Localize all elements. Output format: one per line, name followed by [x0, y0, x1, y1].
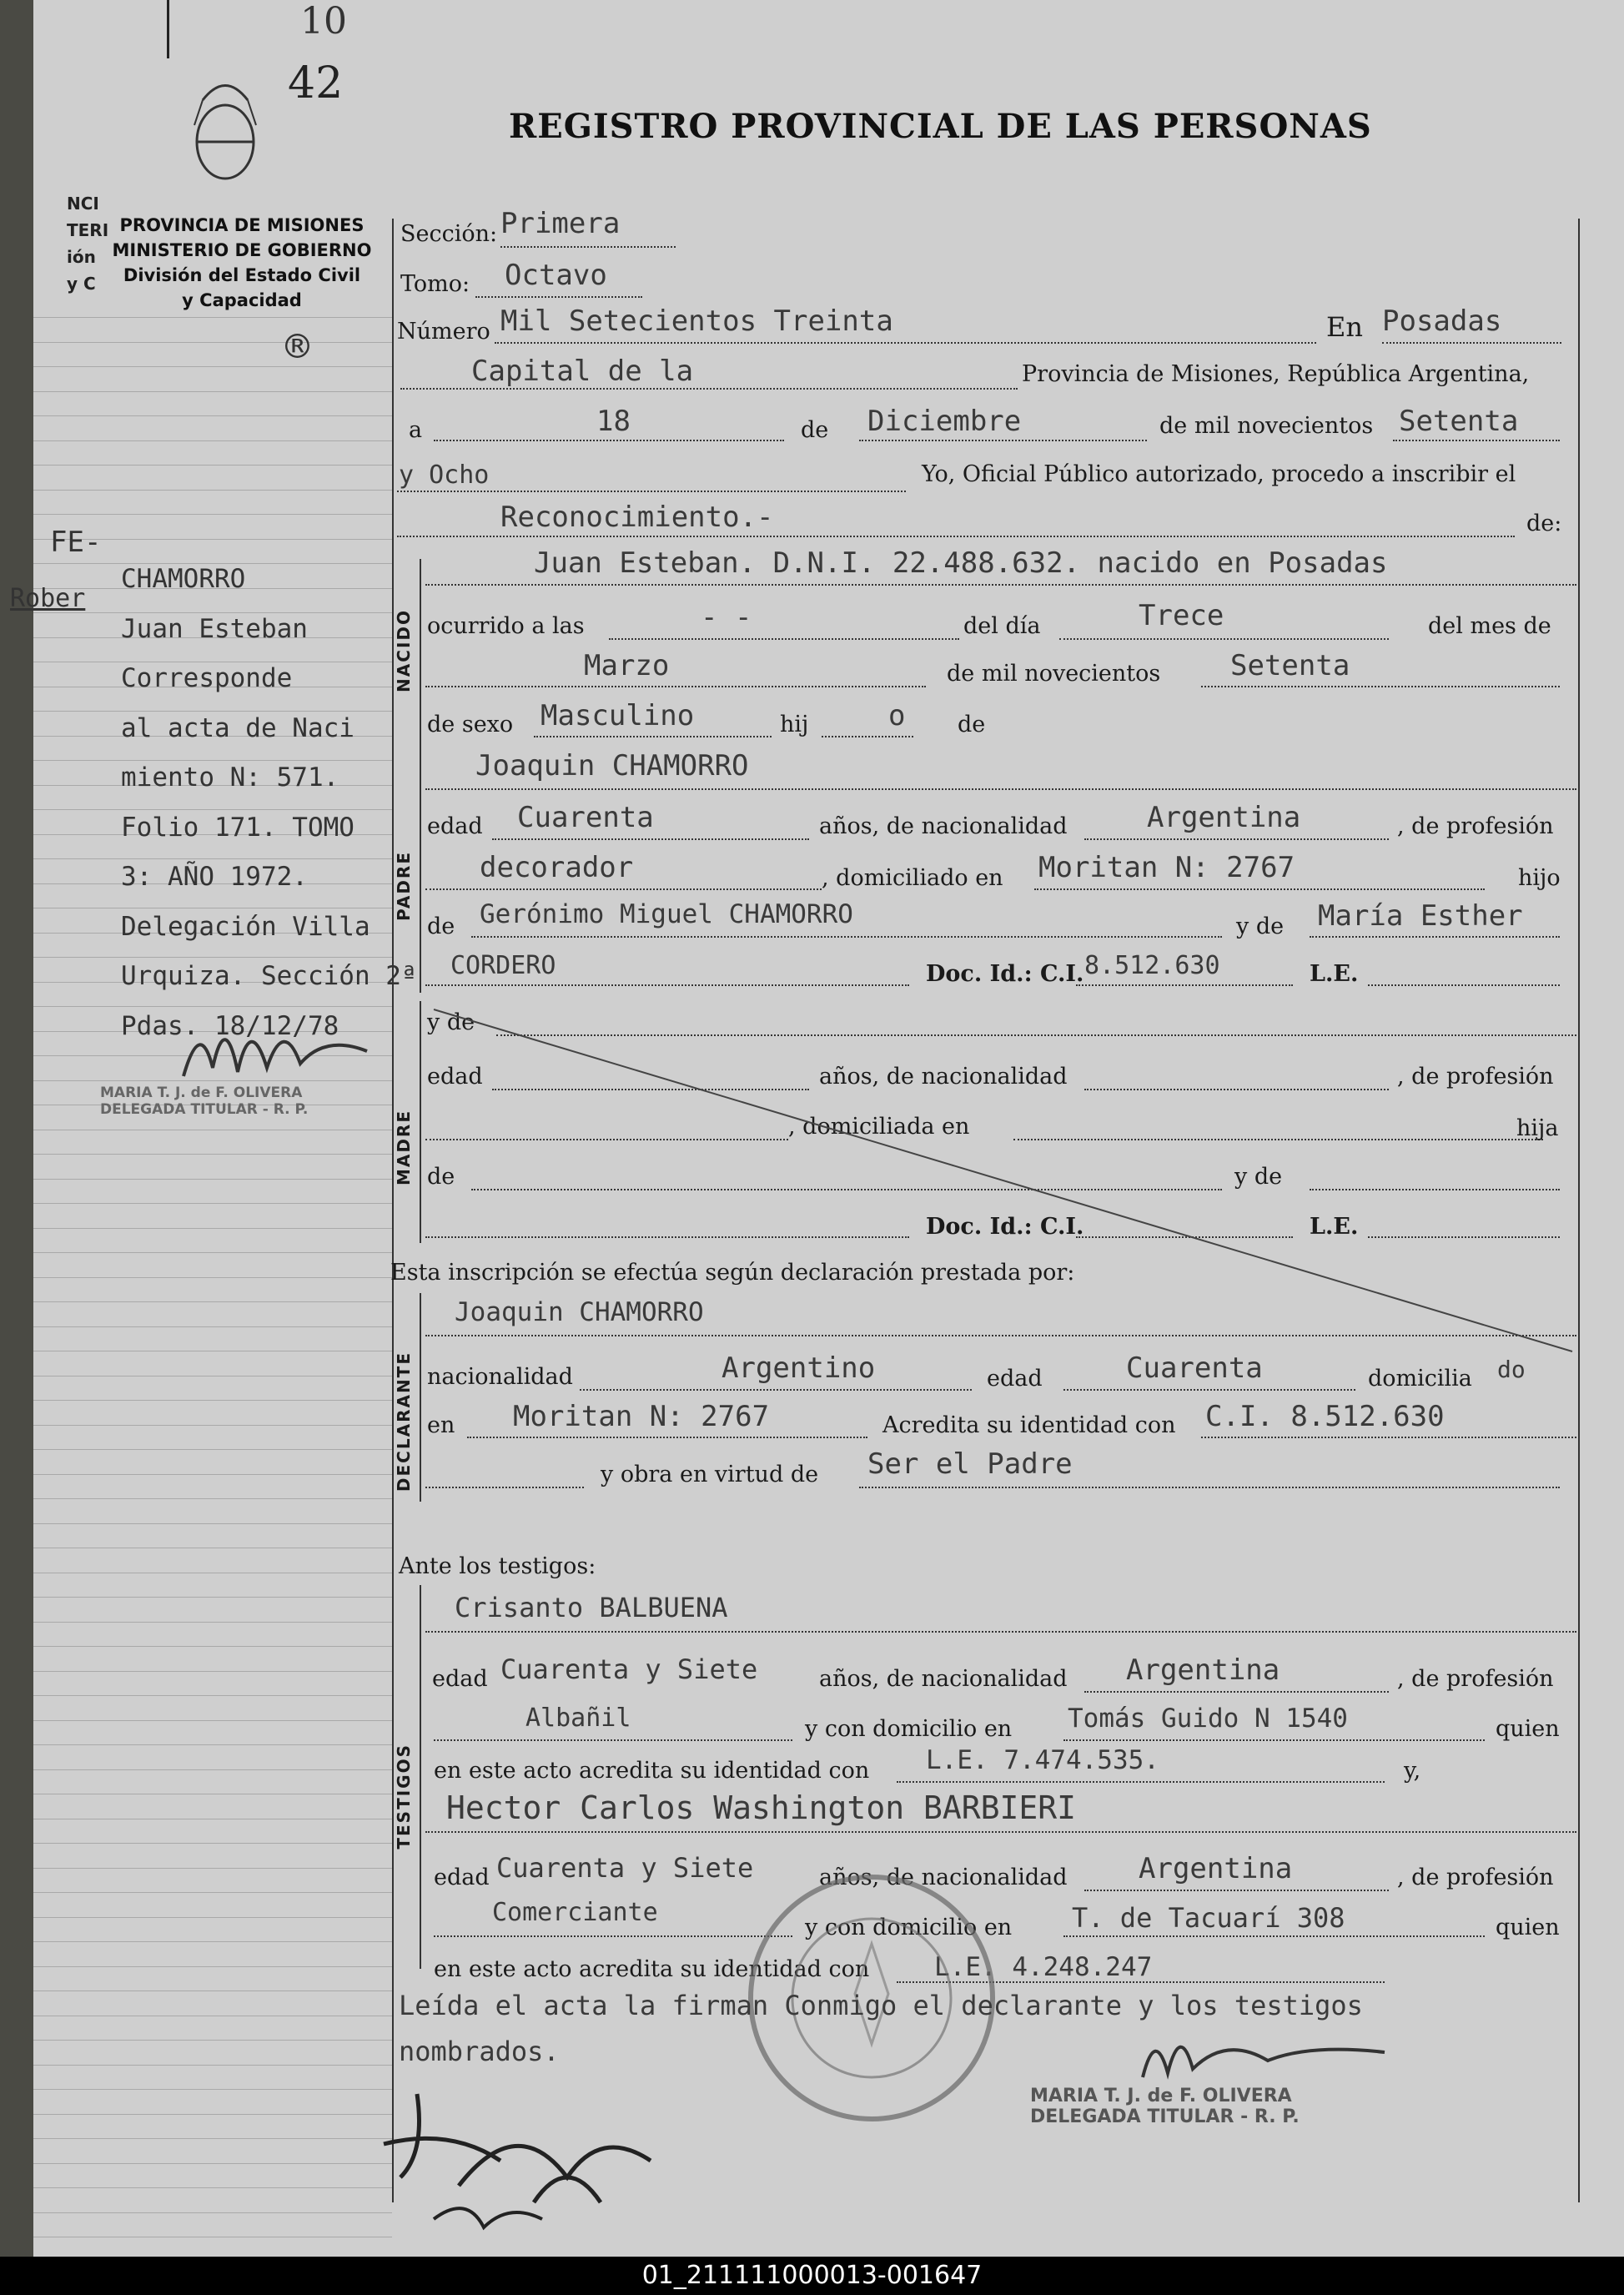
decl-dom-value: Moritan N: 2767 [513, 1400, 770, 1433]
t1-prof-value: Albañil [525, 1704, 631, 1733]
madre-prof-label: , de profesión [1397, 1064, 1554, 1090]
padre-dom-label: , domiciliado en [822, 865, 1003, 891]
nacido-nombre: Juan Esteban. D.N.I. 22.488.632. nacido en Posadas [534, 546, 1388, 580]
hora-value: - - [701, 601, 752, 634]
t1-acred-label: en este acto acredita su identidad con [434, 1758, 870, 1784]
numero-value: Mil Setecientos Treinta [500, 304, 893, 338]
decl-acred-label: Acredita su identidad con [882, 1412, 1176, 1438]
t1-nombre-line [425, 1631, 1576, 1633]
decl-virtud-line [859, 1487, 1560, 1488]
margin-stamp: MARIA T. J. de F. OLIVERA DELEGADA TITULAR - R. P. [100, 1085, 309, 1118]
tomo-label: Tomo: [400, 271, 470, 297]
t2-nombre: Hector Carlos Washington BARBIERI [446, 1789, 1076, 1826]
t1-nac-value: Argentina [1126, 1653, 1280, 1687]
testigos-bar [420, 1585, 421, 1969]
madre-le-label: L.E. [1310, 1214, 1359, 1240]
padre-label: PADRE [394, 851, 414, 921]
t1-dom-line [1063, 1739, 1485, 1741]
padre-nac-value: Argentina [1147, 801, 1301, 834]
mes-nac-value: Marzo [584, 649, 670, 682]
image-id-footer: 01_211111000013-001647 [0, 2257, 1624, 2295]
page-number: 42 [288, 58, 344, 108]
padre-prof-label: , de profesión [1397, 813, 1554, 839]
acto-value: Reconocimiento.- [500, 501, 774, 534]
closing-stamp: MARIA T. J. de F. OLIVERA DELEGADA TITULAR - R. P. [1030, 2086, 1300, 2127]
t2-prof-value: Comerciante [492, 1898, 658, 1927]
decl-nac-label: nacionalidad [427, 1364, 573, 1390]
provincia-text: Provincia de Misiones, República Argentina, [1022, 361, 1530, 387]
del-mes-label: del mes de [1428, 613, 1551, 639]
gov-capacity: y Capacidad [182, 290, 302, 310]
t2-prof-label: , de profesión [1397, 1865, 1554, 1890]
declarante-label: DECLARANTE [394, 1351, 414, 1492]
t2-nac-line [1084, 1890, 1389, 1891]
decl-acred-line [1201, 1437, 1576, 1438]
decl-dom-label: domicilia [1368, 1366, 1472, 1392]
capital-value: Capital de la [471, 355, 694, 388]
de-label: de [801, 417, 829, 443]
padre-padre-value: Gerónimo Miguel CHAMORRO [480, 899, 853, 929]
madre-yde2-label: y de [1234, 1164, 1283, 1190]
t1-doc-value: L.E. 7.474.535. [926, 1745, 1159, 1775]
padre-prof-value: decorador [480, 851, 634, 884]
testigos-label: TESTIGOS [394, 1744, 414, 1850]
ocurrido-label: ocurrido a las [427, 613, 585, 639]
testigos-intro: Ante los testigos: [399, 1553, 596, 1579]
de-colon: de: [1526, 511, 1562, 536]
madre-doc-label: Doc. Id.: C.I. [926, 1214, 1084, 1240]
t2-dom-value: T. de Tacuarí 308 [1072, 1902, 1345, 1934]
form-title: REGISTRO PROVINCIAL DE LAS PERSONAS [509, 107, 1372, 146]
en-value: Posadas [1382, 304, 1502, 338]
t1-nombre: Crisanto BALBUENA [455, 1592, 728, 1623]
sexo-label: de sexo [427, 712, 514, 737]
padre-apellido-value: CORDERO [450, 951, 556, 980]
t1-edad-label: edad [432, 1666, 488, 1692]
decl-dom-line [467, 1437, 867, 1438]
official-signature-icon [1126, 2019, 1401, 2086]
t2-edad-label: edad [434, 1865, 490, 1890]
dia-value: 18 [596, 405, 631, 438]
padre-edad-value: Cuarenta [517, 801, 654, 834]
margin-annotation: CHAMORRO Juan Esteban Corresponde al acta de Naci miento N: 571. Folio 171. TOMO 3: AÑO 1972. Delegación Villa Urquiza. Sección 2ª Pdas. 18/12/78 [121, 564, 417, 1041]
padre-hijo-label: hijo [1518, 865, 1561, 891]
mil-label: de mil novecientos [1159, 413, 1374, 439]
t2-acred-label: en este acto acredita su identidad con [434, 1956, 870, 1982]
mil-nac-label: de mil novecientos [947, 661, 1161, 687]
decl-edad-label: edad [987, 1366, 1043, 1392]
yo-text: Yo, Oficial Público autorizado, procedo a inscribir el [922, 461, 1516, 487]
gov-division: División del Estado Civil [123, 265, 361, 285]
t1-nac-line [1084, 1691, 1389, 1693]
declarante-nombre: Joaquin CHAMORRO [455, 1297, 704, 1327]
padre-le-label: L.E. [1310, 961, 1359, 987]
closing-line2: nombrados. [399, 2036, 560, 2067]
hij-value: o [888, 699, 906, 732]
seccion-label: Sección: [400, 221, 498, 247]
decl-nac-value: Argentino [721, 1351, 876, 1385]
witness-signatures-icon [350, 2077, 701, 2236]
madre-label: MADRE [394, 1110, 414, 1186]
padre-de-label: de [427, 913, 455, 939]
closing-line1: Leída el acta la firman Conmigo el declarante y los testigos [399, 1990, 1363, 2021]
decl-virtud-label: y obra en virtud de [601, 1462, 819, 1487]
decl-nac-line [580, 1389, 972, 1391]
t2-nac-label: años, de nacionalidad [819, 1865, 1068, 1890]
declarante-intro: Esta inscripción se efectúa según declaración prestada por: [390, 1260, 1075, 1286]
seccion-value: Primera [500, 207, 621, 240]
anio-nac-value: Setenta [1230, 649, 1350, 682]
decl-dom-suffix: do [1497, 1356, 1526, 1383]
madre-hija-label: hija [1516, 1115, 1559, 1141]
t1-prof-label: , de profesión [1397, 1666, 1554, 1692]
padre-doc-value: 8.512.630 [1084, 951, 1220, 980]
t1-doc-line [897, 1781, 1385, 1783]
mes-value: Diciembre [867, 405, 1022, 438]
gov-ministry: MINISTERIO DE GOBIERNO [112, 240, 372, 260]
decl-blank-line [425, 1487, 584, 1488]
t1-y-label: y, [1404, 1758, 1421, 1784]
t1-prof-line [434, 1739, 792, 1741]
en-label: En [1326, 311, 1363, 343]
margin-cut-2: Rober [10, 584, 86, 613]
padre-nombre: Joaquin CHAMORRO [475, 749, 749, 783]
madre-yde-label: y de [427, 1009, 475, 1035]
madre-nac-label: años, de nacionalidad [819, 1064, 1068, 1090]
decl-virtud-value: Ser el Padre [867, 1447, 1073, 1481]
page-top-number: 10 [300, 0, 347, 43]
declarante-nombre-line [425, 1335, 1576, 1336]
t1-nac-label: años, de nacionalidad [819, 1666, 1068, 1692]
del-dia-label: del día [963, 613, 1041, 639]
tomo-value: Octavo [505, 259, 607, 292]
padre-nac-label: años, de nacionalidad [819, 813, 1068, 839]
decl-edad-value: Cuarenta [1126, 1351, 1263, 1385]
padre-madre-value: María Esther [1318, 899, 1523, 933]
numero-label: Número [397, 319, 490, 345]
padre-doc-label: Doc. Id.: C.I. [926, 961, 1084, 987]
t2-dom-label: y con domicilio en [805, 1915, 1013, 1940]
padre-edad-label: edad [427, 813, 483, 839]
madre-de-label: de [427, 1164, 455, 1190]
a-label: a [409, 417, 423, 443]
hij-label: hij [780, 712, 809, 737]
t2-dom-line [1063, 1935, 1485, 1937]
nac-de-label: de [958, 712, 986, 737]
t2-prof-line [434, 1935, 792, 1937]
t2-quien-label: quien [1496, 1915, 1560, 1940]
sexo-value: Masculino [540, 699, 695, 732]
gov-cut-text: NCI TERI ión y C [67, 194, 109, 294]
y-ocho-value: y Ocho [399, 461, 490, 490]
dia-nac-value: Trece [1139, 599, 1224, 632]
r-mark: ® [285, 324, 309, 370]
nacido-label: NACIDO [394, 609, 414, 692]
padre-yde-label: y de [1236, 913, 1285, 939]
t1-dom-label: y con domicilio en [805, 1716, 1013, 1742]
t2-nac-value: Argentina [1139, 1852, 1293, 1885]
gov-province: PROVINCIA DE MISIONES [119, 215, 365, 235]
t1-quien-label: quien [1496, 1716, 1560, 1742]
anio-value: Setenta [1399, 405, 1519, 438]
decl-acred-value: C.I. 8.512.630 [1205, 1400, 1445, 1433]
madre-dom-label: , domiciliada en [788, 1114, 970, 1140]
t1-dom-value: Tomás Guido N 1540 [1068, 1704, 1348, 1734]
t2-doc-value: L.E. 4.248.247 [934, 1952, 1153, 1982]
decl-edad-line [1063, 1389, 1355, 1391]
madre-edad-label: edad [427, 1064, 483, 1090]
decl-en-label: en [427, 1412, 455, 1438]
t1-edad-value: Cuarenta y Siete [500, 1653, 758, 1685]
t2-edad-value: Cuarenta y Siete [496, 1852, 754, 1884]
margin-cut-1: FE- [50, 526, 102, 559]
t2-nombre-line [425, 1831, 1576, 1833]
padre-dom-value: Moritan N: 2767 [1038, 851, 1295, 884]
declarante-bar [420, 1293, 421, 1502]
